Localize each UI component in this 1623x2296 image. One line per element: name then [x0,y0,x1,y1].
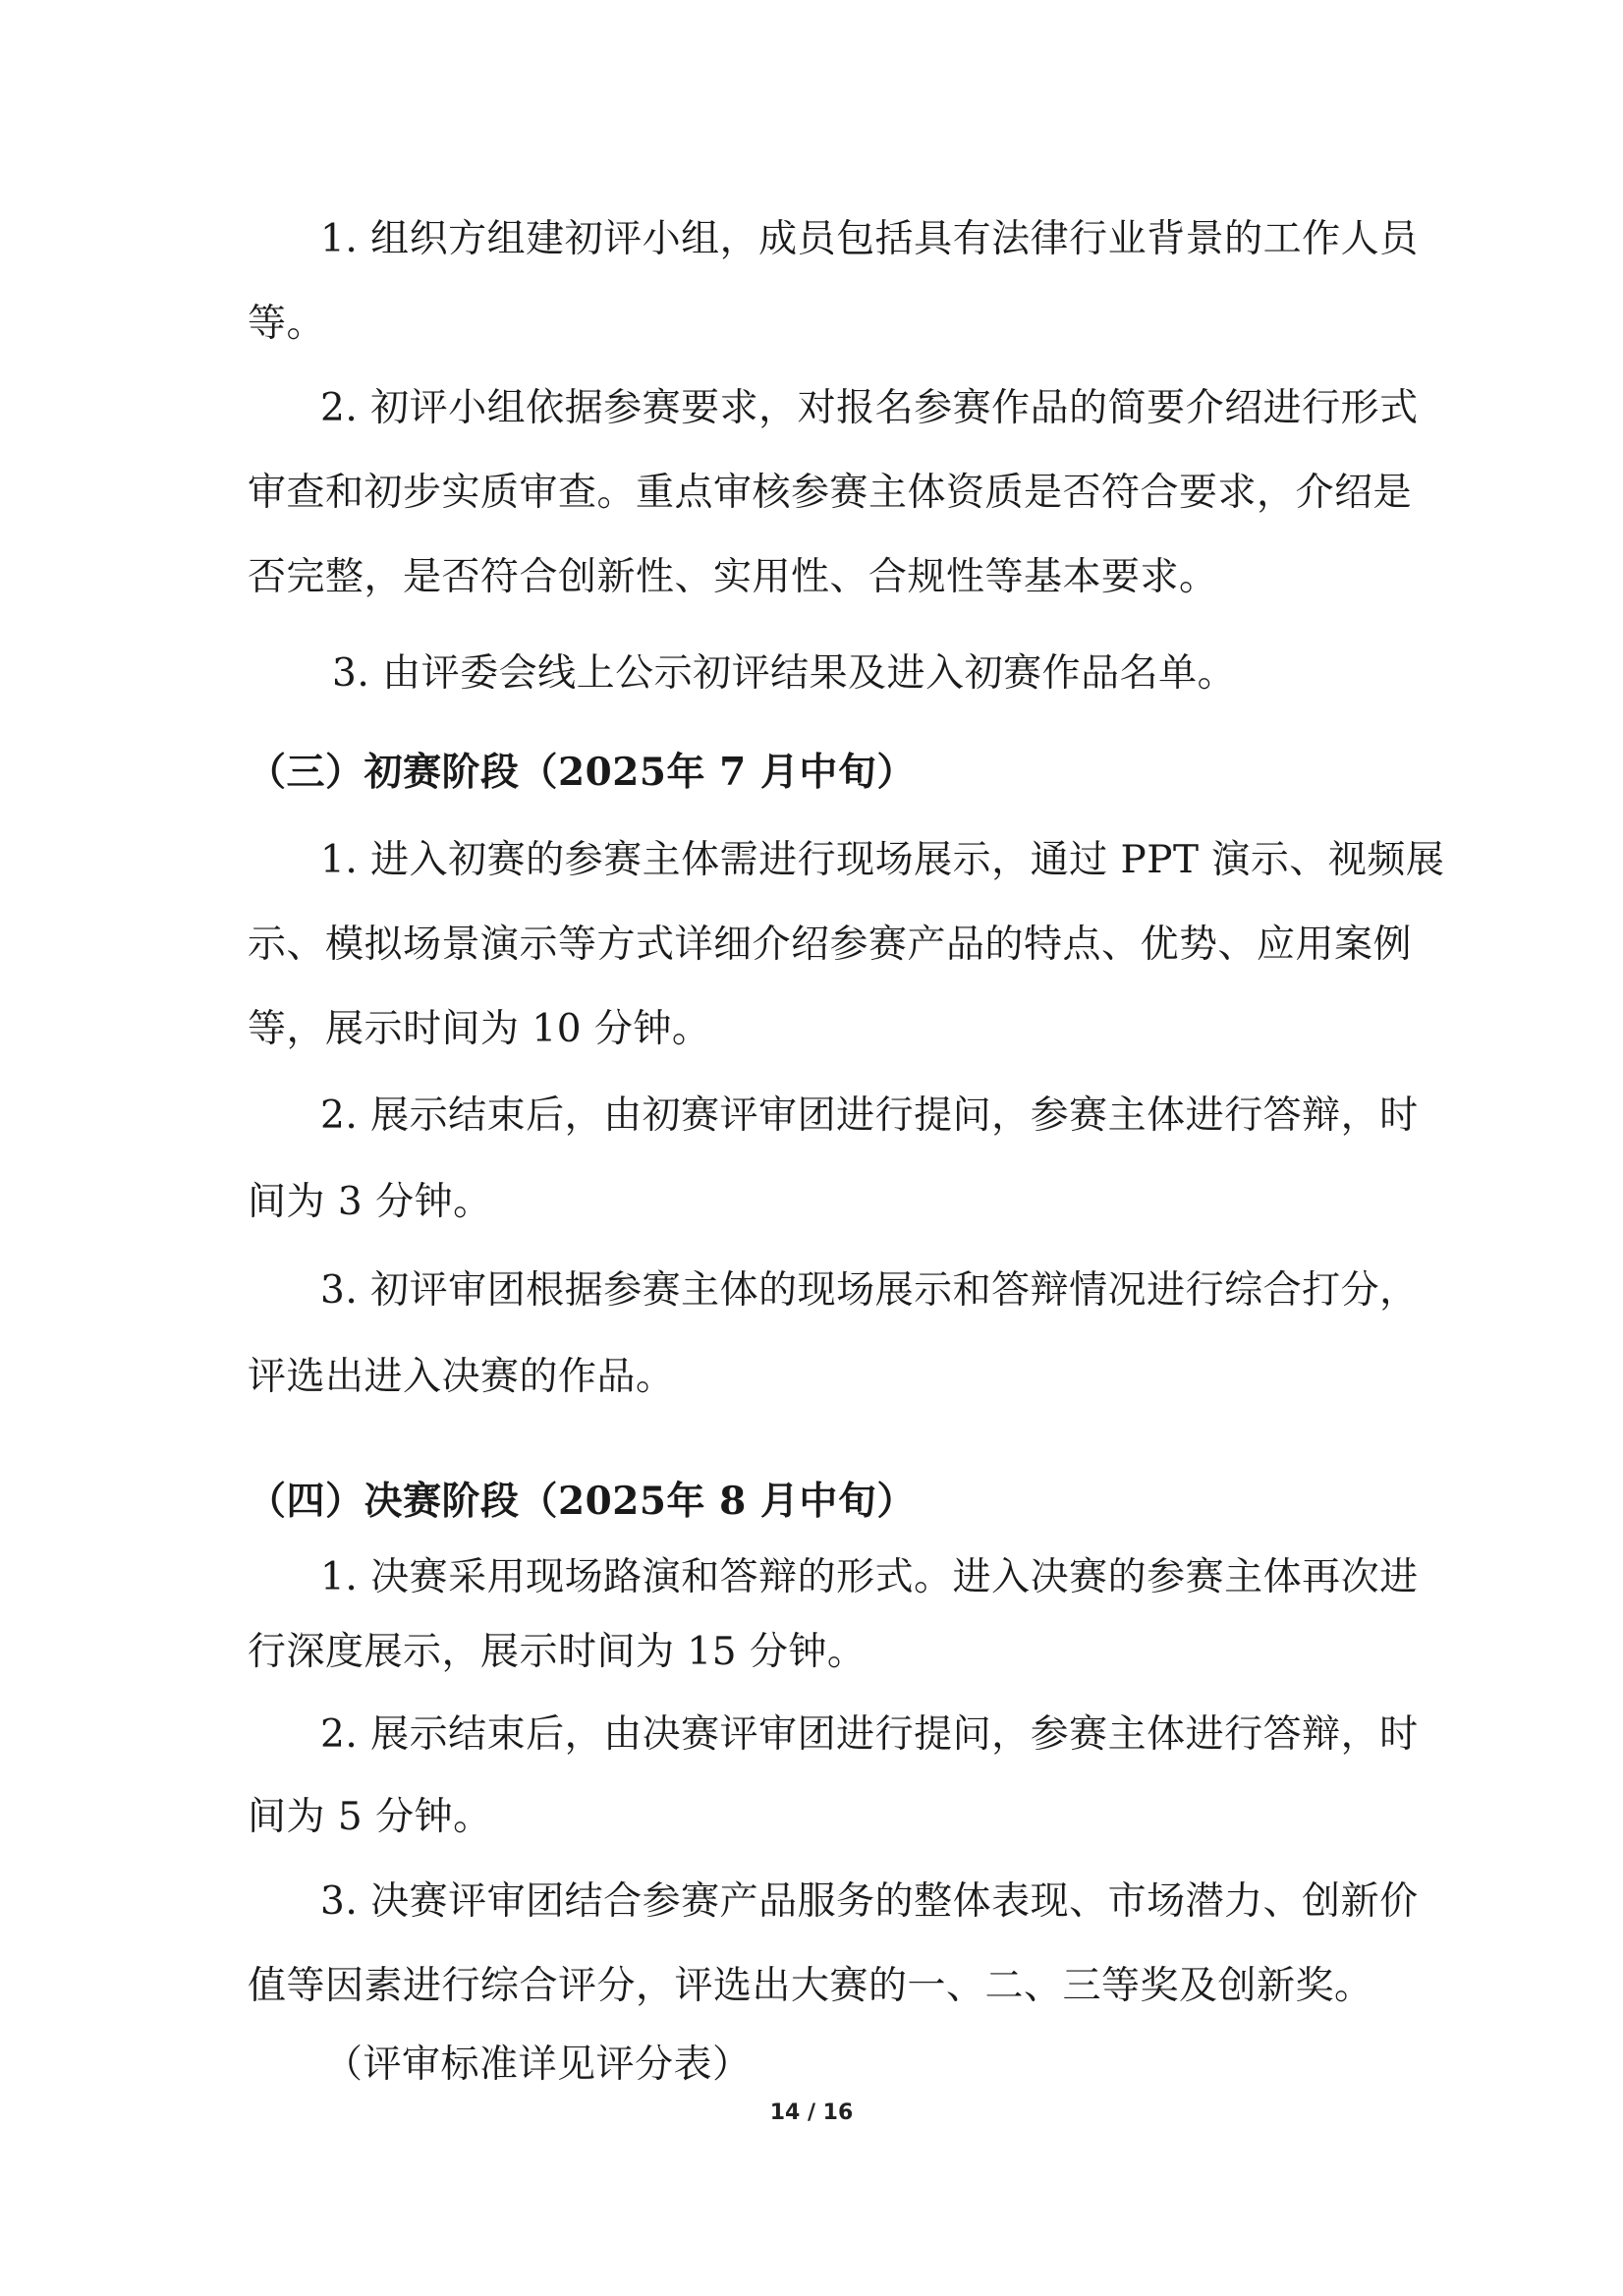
paragraph-line: 行深度展示，展示时间为 15 分钟。 [248,1630,867,1674]
paragraph-line: 等。 [248,302,326,346]
paragraph-line: 审查和初步实质审查。重点审核参赛主体资质是否符合要求，介绍是 [248,471,1413,515]
paragraph-line: 2. 展示结束后，由决赛评审团进行提问，参赛主体进行答辩，时 [320,1712,1419,1757]
paragraph-line: 间为 5 分钟。 [248,1795,492,1839]
page-number: 14 / 16 [769,2100,854,2125]
paragraph-line: 示、模拟场景演示等方式详细介绍参赛产品的特点、优势、应用案例 [248,923,1413,967]
paragraph-line: 2. 展示结束后，由初赛评审团进行提问，参赛主体进行答辩，时 [320,1093,1419,1138]
paragraph-line: 2. 初评小组依据参赛要求，对报名参赛作品的简要介绍进行形式 [320,386,1419,430]
paragraph-line: 1. 进入初赛的参赛主体需进行现场展示，通过 PPT 演示、视频展 [320,838,1445,882]
paragraph-line: 值等因素进行综合评分，评选出大赛的一、二、三等奖及创新奖。 [248,1964,1373,2008]
paragraph-line: 否完整，是否符合创新性、实用性、合规性等基本要求。 [248,555,1218,599]
paragraph-line: 等，展示时间为 10 分钟。 [248,1007,711,1051]
paragraph-line: 间为 3 分钟。 [248,1180,492,1224]
section-heading: （三）初赛阶段（2025年 7 月中旬） [248,750,916,795]
paragraph-line: 评选出进入决赛的作品。 [248,1355,675,1399]
paragraph-line: 3. 初评审团根据参赛主体的现场展示和答辩情况进行综合打分， [320,1268,1419,1313]
paragraph-line: 1. 组织方组建初评小组，成员包括具有法律行业背景的工作人员 [320,217,1419,261]
paragraph-line: 3. 决赛评审团结合参赛产品服务的整体表现、市场潜力、创新价 [320,1879,1419,1924]
paragraph-line: 3. 由评委会线上公示初评结果及进入初赛作品名单。 [332,651,1237,696]
section-heading: （四）决赛阶段（2025年 8 月中旬） [248,1479,916,1524]
paragraph-line: 1. 决赛采用现场路演和答辩的形式。进入决赛的参赛主体再次进 [320,1555,1419,1599]
note-line: （评审标准详见评分表） [324,2043,752,2087]
